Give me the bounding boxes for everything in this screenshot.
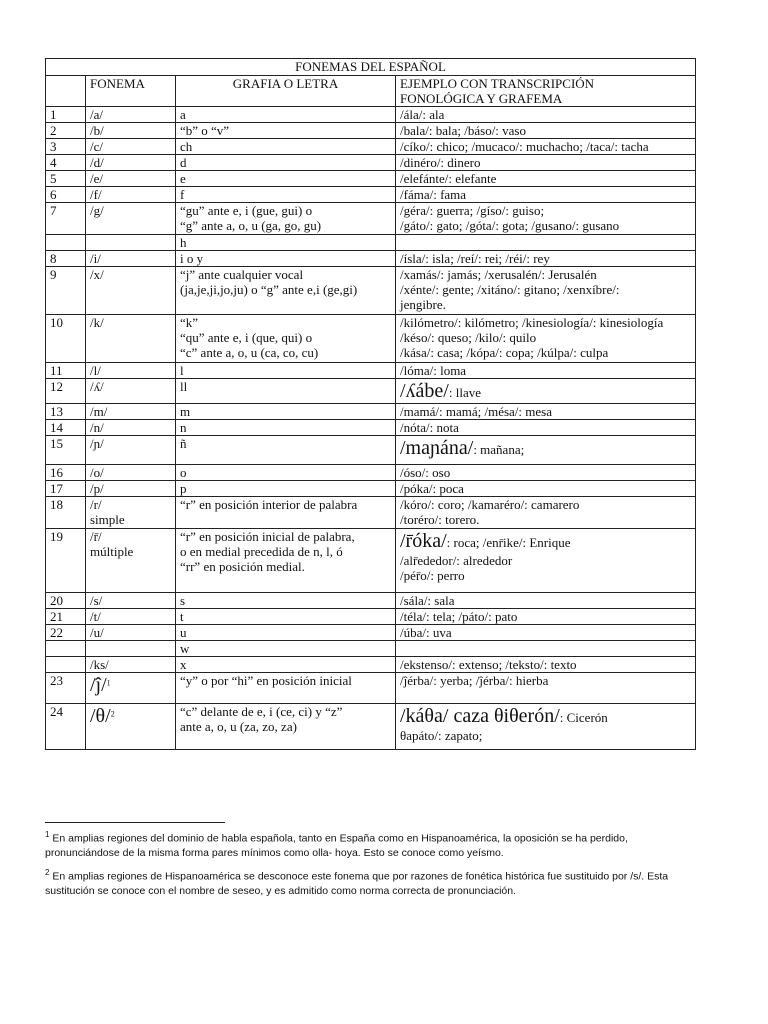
table-row	[46, 315, 696, 363]
table-row	[46, 203, 696, 235]
ejemplo-transcription: /r̄óka/	[400, 530, 447, 552]
ejemplo-cell: /ála/: ala	[396, 107, 696, 123]
footnote-2-text: En amplias regiones de Hispanoamérica se desconoce este fonema que por razones de fonética histórica fue sustituido por /s/. Esta sustitución se conoce con el nombre de seseo, y es admitido como norma correcta de pronunciación.	[45, 870, 669, 897]
table-row	[46, 593, 696, 609]
table-row	[46, 481, 696, 497]
ejemplo-cell: /lóma/: loma	[396, 363, 696, 379]
grafia-cell: “k” “qu” ante e, i (que, qui) o “c” ante a, o, u (ca, co, cu)	[176, 315, 396, 363]
table-row	[46, 404, 696, 420]
row-number: 18	[46, 497, 86, 529]
ejemplo-cell: /óso/: oso	[396, 465, 696, 481]
ejemplo-text: : Cicerón θapáto/: zapato;	[400, 710, 608, 743]
table-row	[46, 673, 696, 704]
ejemplo-cell: /téla/: tela; /páto/: pato	[396, 609, 696, 625]
fonema-cell: /ɲ/	[86, 436, 176, 465]
ejemplo-cell: /xamás/: jamás; /xerusalén/: Jerusalén /xénte/: gente; /xitáno/: gitano; /xenxíbre/: jengibre.	[396, 267, 696, 315]
fonema-cell: /b/	[86, 123, 176, 139]
row-number	[46, 235, 86, 251]
fonema-cell: /k/	[86, 315, 176, 363]
table-row	[46, 155, 696, 171]
grafia-cell: “j” ante cualquier vocal (ja,je,ji,jo,ju) o “g” ante e,i (ge,gi)	[176, 267, 396, 315]
grafia-cell: ll	[176, 379, 396, 404]
grafia-cell: x	[176, 657, 396, 673]
grafia-cell: f	[176, 187, 396, 203]
row-number: 11	[46, 363, 86, 379]
ejemplo-cell	[396, 529, 696, 593]
fonema-cell: /l/	[86, 363, 176, 379]
fonema-cell: /p/	[86, 481, 176, 497]
ejemplo-text: : llave	[448, 385, 482, 400]
ejemplo-cell: /póka/: poca	[396, 481, 696, 497]
row-number	[46, 641, 86, 657]
fonema-cell: /x/	[86, 267, 176, 315]
header-row	[46, 76, 696, 107]
ejemplo-cell: /kóro/: coro; /kamaréro/: camarero /toréro/: torero.	[396, 497, 696, 529]
fonema-cell: /ʎ/	[86, 379, 176, 404]
ejemplo-cell	[396, 641, 696, 657]
ejemplo-cell: /mamá/: mamá; /mésa/: mesa	[396, 404, 696, 420]
ejemplo-cell: /géra/: guerra; /gíso/: guiso; /gáto/: gato; /góta/: gota; /gusano/: gusano	[396, 203, 696, 235]
grafia-cell: u	[176, 625, 396, 641]
table-row	[46, 267, 696, 315]
ejemplo-cell: /dinéro/: dinero	[396, 155, 696, 171]
fonema-cell: /ks/	[86, 657, 176, 673]
grafia-cell: m	[176, 404, 396, 420]
fonema-cell: /c/	[86, 139, 176, 155]
grafia-cell: l	[176, 363, 396, 379]
grafia-cell: “gu” ante e, i (gue, gui) o “g” ante a, o, u (ga, go, gu)	[176, 203, 396, 235]
fonema-cell: /a/	[86, 107, 176, 123]
table-row	[46, 704, 696, 750]
ejemplo-transcription: /ʎábe/	[400, 380, 449, 402]
footnote-1-mark: 1	[45, 830, 50, 839]
fonema-cell	[86, 235, 176, 251]
row-number: 23	[46, 673, 86, 704]
row-number: 14	[46, 420, 86, 436]
grafia-cell: h	[176, 235, 396, 251]
fonema-symbol: /θ/	[90, 705, 111, 727]
fonema-cell: /e/	[86, 171, 176, 187]
title-row	[46, 59, 696, 76]
footnote-2-mark: 2	[45, 868, 50, 877]
header-ejemplo-line-1: EJEMPLO CON TRANSCRIPCIÓN	[400, 76, 595, 91]
phoneme-table	[45, 58, 696, 750]
fonema-cell: /m/	[86, 404, 176, 420]
fonema-cell: /r/ simple	[86, 497, 176, 529]
ejemplo-cell	[396, 436, 696, 465]
ejemplo-text: : mañana;	[473, 442, 525, 457]
ejemplo-cell: /kilómetro/: kilómetro; /kinesiología/: kinesiología /késo/: queso; /kilo/: quilo /kása/: casa; /kópa/: copa; /kúlpa/: culpa	[396, 315, 696, 363]
grafia-cell: “b” o “v”	[176, 123, 396, 139]
fonema-cell: /r̄/ múltiple	[86, 529, 176, 593]
table-row	[46, 123, 696, 139]
fonema-cell: /o/	[86, 465, 176, 481]
table-row	[46, 609, 696, 625]
grafia-cell: d	[176, 155, 396, 171]
row-number: 7	[46, 203, 86, 235]
ejemplo-cell: /ĵérba/: yerba; /ĵérba/: hierba	[396, 673, 696, 704]
ejemplo-cell	[396, 704, 696, 750]
fonema-cell: /f/	[86, 187, 176, 203]
row-number: 3	[46, 139, 86, 155]
table-row	[46, 436, 696, 465]
header-ejemplo-line-2: FONOLÓGICA Y GRAFEMA	[400, 91, 563, 106]
fonema-cell: /t/	[86, 609, 176, 625]
row-number: 4	[46, 155, 86, 171]
row-number: 13	[46, 404, 86, 420]
table-row	[46, 497, 696, 529]
row-number: 6	[46, 187, 86, 203]
row-number	[46, 657, 86, 673]
row-number: 10	[46, 315, 86, 363]
header-ejemplo	[396, 76, 696, 107]
fonema-cell	[86, 673, 176, 704]
row-number: 9	[46, 267, 86, 315]
fonema-cell: /d/	[86, 155, 176, 171]
row-number: 12	[46, 379, 86, 404]
row-number: 2	[46, 123, 86, 139]
grafia-cell: w	[176, 641, 396, 657]
grafia-cell: ch	[176, 139, 396, 155]
ejemplo-cell: /bala/: bala; /báso/: vaso	[396, 123, 696, 139]
table-row	[46, 465, 696, 481]
fonema-cell: /i/	[86, 251, 176, 267]
ejemplo-cell	[396, 379, 696, 404]
table-row	[46, 187, 696, 203]
grafia-cell: ñ	[176, 436, 396, 465]
grafia-cell: “y” o por “hi” en posición inicial	[176, 673, 396, 704]
table-row	[46, 107, 696, 123]
row-number: 17	[46, 481, 86, 497]
row-number: 22	[46, 625, 86, 641]
table-row	[46, 625, 696, 641]
fonema-symbol: /ĵ/	[90, 674, 107, 696]
fonema-cell	[86, 704, 176, 750]
fonema-cell: /s/	[86, 593, 176, 609]
ejemplo-text: : roca; /enr̄ike/: Enrique /alr̄ededor/: alrededor /pér̄o/: perro	[400, 535, 571, 583]
table-row	[46, 379, 696, 404]
fonema-cell: /g/	[86, 203, 176, 235]
grafia-cell: e	[176, 171, 396, 187]
row-number: 5	[46, 171, 86, 187]
grafia-cell: “r” en posición inicial de palabra, o en medial precedida de n, l, ó “rr” en posición medial.	[176, 529, 396, 593]
table-row	[46, 171, 696, 187]
grafia-cell: n	[176, 420, 396, 436]
row-number: 24	[46, 704, 86, 750]
ejemplo-transcription: /maɲána/	[400, 437, 474, 459]
footnote-divider	[45, 822, 225, 823]
header-grafia: GRAFIA O LETRA	[176, 76, 396, 107]
grafia-cell: “c” delante de e, i (ce, ci) y “z” ante a, o, u (za, zo, za)	[176, 704, 396, 750]
grafia-cell: s	[176, 593, 396, 609]
grafia-cell: i o y	[176, 251, 396, 267]
ejemplo-transcription: /káθa/ caza θiθerón/	[400, 705, 560, 727]
ejemplo-cell: /elefánte/: elefante	[396, 171, 696, 187]
footnote-ref: 1	[106, 678, 111, 688]
footnote-1-text: En amplias regiones del dominio de habla española, tanto en España como en Hispanoamérica, la oposición se ha perdido, pronunciándose de la misma forma pares mínimos como olla- hoya. Esto se conoce como yeísmo.	[45, 832, 628, 859]
footnote-1	[45, 828, 695, 860]
table-row	[46, 529, 696, 593]
grafia-cell: “r” en posición interior de palabra	[176, 497, 396, 529]
grafia-cell: a	[176, 107, 396, 123]
ejemplo-cell: /cíko/: chico; /mucaco/: muchacho; /taca/: tacha	[396, 139, 696, 155]
ejemplo-cell: /ekstenso/: extenso; /teksto/: texto	[396, 657, 696, 673]
table-row	[46, 251, 696, 267]
table-row	[46, 363, 696, 379]
fonema-cell: /u/	[86, 625, 176, 641]
row-number: 15	[46, 436, 86, 465]
row-number: 16	[46, 465, 86, 481]
footnote-2	[45, 866, 695, 898]
ejemplo-cell: /úba/: uva	[396, 625, 696, 641]
grafia-cell: p	[176, 481, 396, 497]
row-number: 19	[46, 529, 86, 593]
ejemplo-cell: /nóta/: nota	[396, 420, 696, 436]
table-row	[46, 657, 696, 673]
row-number: 21	[46, 609, 86, 625]
table-row	[46, 235, 696, 251]
table-row	[46, 139, 696, 155]
grafia-cell: o	[176, 465, 396, 481]
row-number: 8	[46, 251, 86, 267]
row-number: 20	[46, 593, 86, 609]
footnote-ref: 2	[110, 709, 115, 719]
ejemplo-cell: /sála/: sala	[396, 593, 696, 609]
table-row	[46, 420, 696, 436]
fonema-cell	[86, 641, 176, 657]
header-fonema: FONEMA	[86, 76, 176, 107]
ejemplo-cell	[396, 235, 696, 251]
fonema-cell: /n/	[86, 420, 176, 436]
row-number: 1	[46, 107, 86, 123]
ejemplo-cell: /fáma/: fama	[396, 187, 696, 203]
table-title: FONEMAS DEL ESPAÑOL	[46, 59, 696, 76]
grafia-cell: t	[176, 609, 396, 625]
table-row	[46, 641, 696, 657]
ejemplo-cell: /ísla/: isla; /reí/: rei; /réi/: rey	[396, 251, 696, 267]
